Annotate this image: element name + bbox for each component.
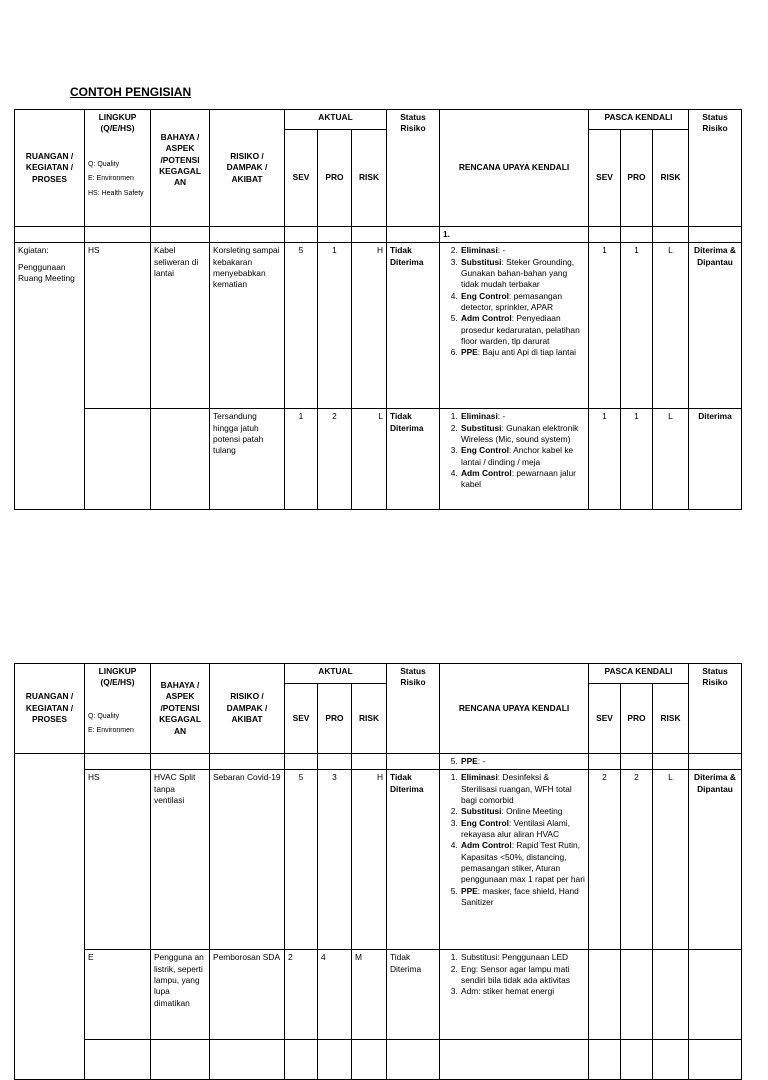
risiko-cell: Pemborosan SDA: [210, 950, 285, 1040]
control-item: [460, 411, 585, 422]
control-label: PPE: [461, 347, 478, 358]
control-spacer: [440, 754, 589, 770]
spacer-row: [15, 754, 742, 770]
sev-cell: 5: [285, 243, 318, 409]
control-text: : Online Meeting: [501, 806, 563, 817]
header-rencana: RENCANA UPAYA KENDALI: [440, 664, 589, 754]
lingkup-legend: [88, 161, 147, 199]
header-sev: SEV: [285, 684, 318, 754]
legend-e: E: Environmen: [88, 175, 134, 183]
pasca-sev-cell: 1: [589, 243, 621, 409]
control-item: [460, 257, 585, 291]
control-label: Eliminasi: [461, 245, 498, 256]
page-title: CONTOH PENGISIAN: [70, 85, 192, 99]
controls-list: [443, 772, 585, 908]
header-lingkup: [85, 110, 151, 227]
legend-q: Q: Quality: [88, 712, 120, 720]
control-text: Adm: stiker hemat energi: [461, 986, 555, 997]
control-text: : -: [477, 756, 486, 766]
header-pasca-risk: RISK: [653, 130, 689, 227]
pasca-pro-cell: 1: [621, 243, 653, 409]
bahaya-cell: Pengguna an listrik, seperti lampu, yang lupa dimatikan: [151, 950, 210, 1040]
control-item: [460, 818, 585, 841]
risiko-cell: Korsleting sampai kebakaran menyebabkan kematian: [210, 243, 285, 409]
control-text: Substitusi: Penggunaan LED: [461, 952, 569, 963]
process-cell: [15, 243, 85, 510]
header-pro: PRO: [318, 130, 352, 227]
control-label: Substitusi: [461, 806, 502, 817]
risiko-cell: Tersandung hingga jatuh potensi patah tulang: [210, 409, 285, 510]
control-label: Adm Control: [461, 313, 512, 324]
header-row: [15, 664, 742, 684]
header-lingkup-label: LINGKUP (Q/E/HS): [98, 666, 137, 688]
control-label: PPE: [461, 756, 478, 766]
control-text: : -: [497, 245, 506, 256]
control-text: : Gunakan elektronik Wireless (Mic, sound system): [461, 422, 579, 445]
legend-hs: HS: Health Safety: [88, 190, 144, 198]
lingkup-cell: [85, 409, 151, 510]
header-ruangan: RUANGAN / KEGIATAN / PROSES: [15, 664, 85, 754]
header-pasca-sev: SEV: [589, 684, 621, 754]
control-item: [460, 347, 585, 358]
header-pro: PRO: [318, 684, 352, 754]
risk-cell: H: [352, 243, 387, 409]
header-lingkup: [85, 664, 151, 754]
controls-cell: [440, 770, 589, 950]
risk-cell: M: [352, 950, 387, 1040]
status-cell: Tidak Diterima: [387, 243, 440, 409]
empty-row: [15, 1040, 742, 1080]
lingkup-cell: E: [85, 950, 151, 1040]
control-item: [460, 840, 585, 885]
header-pasca-pro: PRO: [621, 130, 653, 227]
control-item: [460, 964, 585, 987]
control-text: : Rapid Test Rutin, Kapasitas <50%, distancing, pemasangan stiker, Aturan penggunaan max 1 rapat per hari: [461, 840, 585, 885]
header-risk: RISK: [352, 130, 387, 227]
control-text: : Penyediaan prosedur kedaruratan, pelatihan floor warden, tlp darurat: [461, 313, 580, 347]
control-text: Eng: Sensor agar lampu mati sendiri bila tidak ada aktivitas: [461, 963, 570, 986]
header-status-risiko-pasca: Status Risiko: [689, 664, 742, 754]
status-cell: Tidak Diterima: [387, 409, 440, 510]
pasca-pro-cell: [621, 950, 653, 1040]
header-rencana: RENCANA UPAYA KENDALI: [440, 110, 589, 227]
header-pasca-sev: SEV: [589, 130, 621, 227]
control-item: [460, 291, 585, 314]
header-aktual: AKTUAL: [285, 664, 387, 684]
pasca-pro-cell: 2: [621, 770, 653, 950]
control-text: : pewarnaan jalur kabel: [461, 468, 576, 490]
header-status-risiko: Status Risiko: [387, 664, 440, 754]
control-spacer-item: 1.: [440, 227, 589, 243]
pro-cell: 2: [318, 409, 352, 510]
pasca-status-cell: [689, 950, 742, 1040]
control-text: : Baju anti Api di tiap lantai: [477, 347, 577, 358]
pro-cell: 4: [318, 950, 352, 1040]
sev-cell: 2: [285, 950, 318, 1040]
process-line-1: Kgiatan:: [18, 245, 49, 256]
control-item: [460, 756, 585, 767]
pasca-risk-cell: L: [653, 409, 689, 510]
lingkup-cell: HS: [85, 243, 151, 409]
control-label: Substitusi: [461, 422, 502, 433]
lingkup-cell: HS: [85, 770, 151, 950]
status-cell: Tidak Diterima: [387, 770, 440, 950]
spacer-list: [443, 756, 585, 767]
control-label: Adm Control: [461, 840, 512, 851]
control-text: : masker, face shield, Hand Sanitizer: [461, 885, 579, 908]
table-row: [15, 409, 742, 510]
control-item: [460, 445, 585, 468]
pasca-status-cell: Diterima & Dipantau: [689, 243, 742, 409]
control-label: PPE: [461, 885, 478, 896]
pasca-risk-cell: [653, 950, 689, 1040]
controls-cell: [440, 409, 589, 510]
legend-e: E: Environmen: [88, 727, 134, 735]
risk-cell: H: [352, 770, 387, 950]
header-row: [15, 110, 742, 130]
risk-cell: L: [352, 409, 387, 510]
control-label: Substitusi: [461, 256, 502, 267]
pasca-sev-cell: 2: [589, 770, 621, 950]
sev-cell: 5: [285, 770, 318, 950]
header-pasca-pro: PRO: [621, 684, 653, 754]
control-label: Eliminasi: [461, 772, 498, 783]
bahaya-cell: [151, 409, 210, 510]
control-item: [460, 468, 585, 491]
legend-q: Q: Quality: [88, 160, 120, 168]
controls-list: [443, 411, 585, 490]
control-item: [460, 423, 585, 446]
pasca-risk-cell: L: [653, 243, 689, 409]
pasca-risk-cell: L: [653, 770, 689, 950]
spacer-row: [15, 227, 742, 243]
control-text: : pemasangan detector, sprinkler, APAR: [461, 290, 563, 313]
risk-table-2: [14, 663, 742, 1080]
control-text: : Ventilasi Alami, rekayasa alur aliran HVAC: [461, 817, 570, 840]
header-risiko: RISIKO / DAMPAK / AKIBAT: [210, 110, 285, 227]
control-item: [460, 986, 585, 997]
table-row: [15, 243, 742, 409]
control-item: [460, 313, 585, 347]
control-text: : -: [497, 411, 506, 422]
lingkup-legend: [88, 713, 147, 737]
control-text: : Desinfeksi & Sterilisasi ruangan, WFH total bagi comorbid: [461, 772, 572, 806]
process-line-2: Penggunaan Ruang Meeting: [18, 261, 75, 284]
sev-cell: 1: [285, 409, 318, 510]
header-aktual: AKTUAL: [285, 110, 387, 130]
control-item: [460, 886, 585, 909]
risiko-cell: Sebaran Covid-19: [210, 770, 285, 950]
header-bahaya: BAHAYA / ASPEK /POTENSI KEGAGAL AN: [151, 664, 210, 754]
header-bahaya: BAHAYA / ASPEK /POTENSI KEGAGAL AN: [151, 110, 210, 227]
pro-cell: 1: [318, 243, 352, 409]
control-item: [460, 772, 585, 806]
control-label: Eliminasi: [461, 411, 498, 422]
header-status-risiko: Status Risiko: [387, 110, 440, 227]
control-item: [460, 245, 585, 256]
risk-table-1: [14, 109, 742, 510]
pasca-status-cell: Diterima & Dipantau: [689, 770, 742, 950]
control-label: Adm Control: [461, 468, 512, 479]
status-cell: Tidak Diterima: [387, 950, 440, 1040]
process-cell: [15, 754, 85, 1080]
pasca-sev-cell: 1: [589, 409, 621, 510]
bahaya-cell: HVAC Split tanpa ventilasi: [151, 770, 210, 950]
header-sev: SEV: [285, 130, 318, 227]
pro-cell: 3: [318, 770, 352, 950]
controls-cell: [440, 950, 589, 1040]
control-label: Eng Control: [461, 445, 509, 456]
control-text: : Steker Grounding, Gunakan bahan-bahan yang tidak mudah terbakar: [461, 256, 575, 290]
pasca-status-cell: Diterima: [689, 409, 742, 510]
controls-list: [443, 245, 585, 358]
control-label: Eng Control: [461, 817, 509, 828]
header-pasca: PASCA KENDALI: [589, 664, 689, 684]
control-text: : Anchor kabel ke lantai / dinding / meja: [461, 445, 574, 467]
table-row: [15, 950, 742, 1040]
header-pasca: PASCA KENDALI: [589, 110, 689, 130]
header-risk: RISK: [352, 684, 387, 754]
table-row: [15, 770, 742, 950]
bahaya-cell: Kabel seliweran di lantai: [151, 243, 210, 409]
header-ruangan: RUANGAN / KEGIATAN / PROSES: [15, 110, 85, 227]
control-label: Eng Control: [461, 290, 509, 301]
header-lingkup-label: LINGKUP (Q/E/HS): [98, 112, 137, 134]
control-item: [460, 952, 585, 963]
controls-cell: [440, 243, 589, 409]
header-status-risiko-pasca: Status Risiko: [689, 110, 742, 227]
pasca-pro-cell: 1: [621, 409, 653, 510]
pasca-sev-cell: [589, 950, 621, 1040]
control-item: [460, 806, 585, 817]
header-pasca-risk: RISK: [653, 684, 689, 754]
controls-list: [443, 952, 585, 997]
header-risiko: RISIKO / DAMPAK / AKIBAT: [210, 664, 285, 754]
